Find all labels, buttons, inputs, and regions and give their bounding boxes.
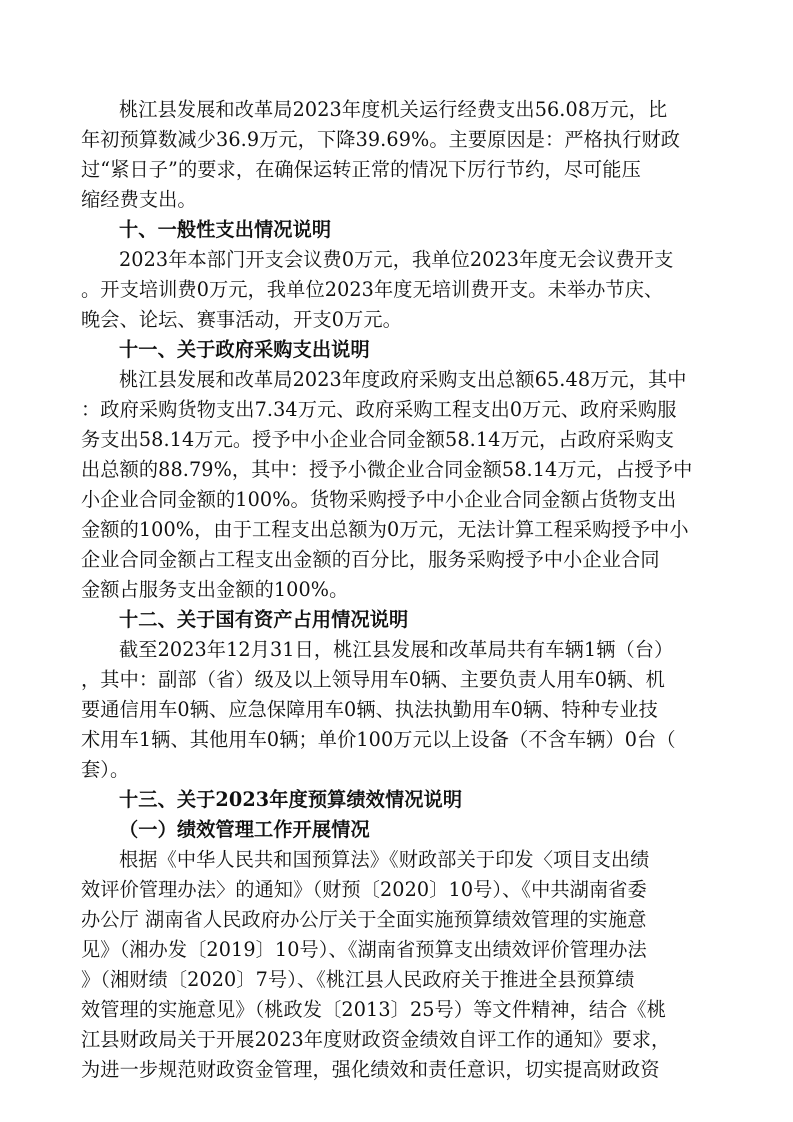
body-text-line: 金额占服务支出金额的100%。 — [81, 578, 349, 601]
body-text-line: 根据《中华人民共和国预算法》《财政部关于印发〈项目支出绩 — [119, 848, 650, 871]
body-text-line: 办公厅 湖南省人民政府办公厅关于全面实施预算绩效管理的实施意 — [81, 908, 647, 931]
section-heading: 十、一般性支出情况说明 — [119, 218, 332, 241]
body-text-line: 》（湘财绩〔2020〕7号）、《桃江县人民政府关于推进全县预算绩 — [81, 968, 635, 991]
section-heading: 十三、关于2023年度预算绩效情况说明 — [119, 788, 463, 811]
body-text-line: 缩经费支出。 — [81, 188, 197, 211]
body-text-line: 2023年本部门开支会议费0万元，我单位2023年度无会议费开支 — [119, 248, 674, 271]
section-heading: 十二、关于国有资产占用情况说明 — [119, 608, 409, 631]
body-text-line: 套）。 — [81, 758, 130, 781]
body-text-line: 为进一步规范财政资金管理，强化绩效和责任意识，切实提高财政资 — [81, 1058, 660, 1081]
body-text-line: 务支出58.14万元。授予中小企业合同金额58.14万元，占政府采购支 — [81, 428, 675, 451]
body-text-line: ，其中：副部（省）级及以上领导用车0辆、主要负责人用车0辆、机 — [81, 668, 665, 691]
body-text-line: 桃江县发展和改革局2023年度政府采购支出总额65.48万元，其中 — [119, 368, 687, 391]
body-text-line: 小企业合同金额的100%。货物采购授予中小企业合同金额占货物支出 — [81, 488, 677, 511]
body-text-line: 过“紧日子”的要求，在确保运转正常的情况下厉行节约，尽可能压 — [81, 158, 641, 181]
section-heading: 十一、关于政府采购支出说明 — [119, 338, 370, 361]
body-text-line: 术用车1辆、其他用车0辆；单价100万元以上设备（不含车辆）0台（ — [81, 728, 676, 751]
body-text-line: 年初预算数减少36.9万元，下降39.69%。主要原因是：严格执行财政 — [81, 128, 681, 151]
body-text-line: 截至2023年12月31日，桃江县发展和改革局共有车辆1辆（台） — [119, 638, 674, 661]
body-text-line: 。开支培训费0万元，我单位2023年度无培训费开支。未举办节庆、 — [81, 278, 664, 301]
body-text-line: 见》（湘办发〔2019〕10号）、《湖南省预算支出绩效评价管理办法 — [81, 938, 647, 961]
body-text-line: 金额的100%，由于工程支出总额为0万元，无法计算工程采购授予中小 — [81, 518, 689, 541]
body-text-line: 效评价管理办法〉的通知》（财预〔2020〕10号）、《中共湖南省委 — [81, 878, 647, 901]
body-text-line: 要通信用车0辆、应急保障用车0辆、执法执勤用车0辆、特种专业技 — [81, 698, 658, 721]
body-text-line: 江县财政局关于开展2023年度财政资金绩效自评工作的通知》要求， — [81, 1028, 671, 1051]
body-text-line: 出总额的88.79%，其中：授予小微企业合同金额58.14万元，占授予中 — [81, 458, 693, 481]
body-text-line: 效管理的实施意见》（桃政发〔2013〕25号）等文件精神，结合《桃 — [81, 998, 667, 1021]
body-text-line: ：政府采购货物支出7.34万元、政府采购工程支出0万元、政府采购服 — [81, 398, 677, 421]
body-text-line: 桃江县发展和改革局2023年度机关运行经费支出56.08万元，比 — [119, 98, 668, 121]
body-text-line: 企业合同金额占工程支出金额的百分比，服务采购授予中小企业合同 — [81, 548, 660, 571]
body-text-line: 晚会、论坛、赛事活动，开支0万元。 — [81, 308, 402, 331]
subsection-heading: （一）绩效管理工作开展情况 — [119, 818, 370, 841]
